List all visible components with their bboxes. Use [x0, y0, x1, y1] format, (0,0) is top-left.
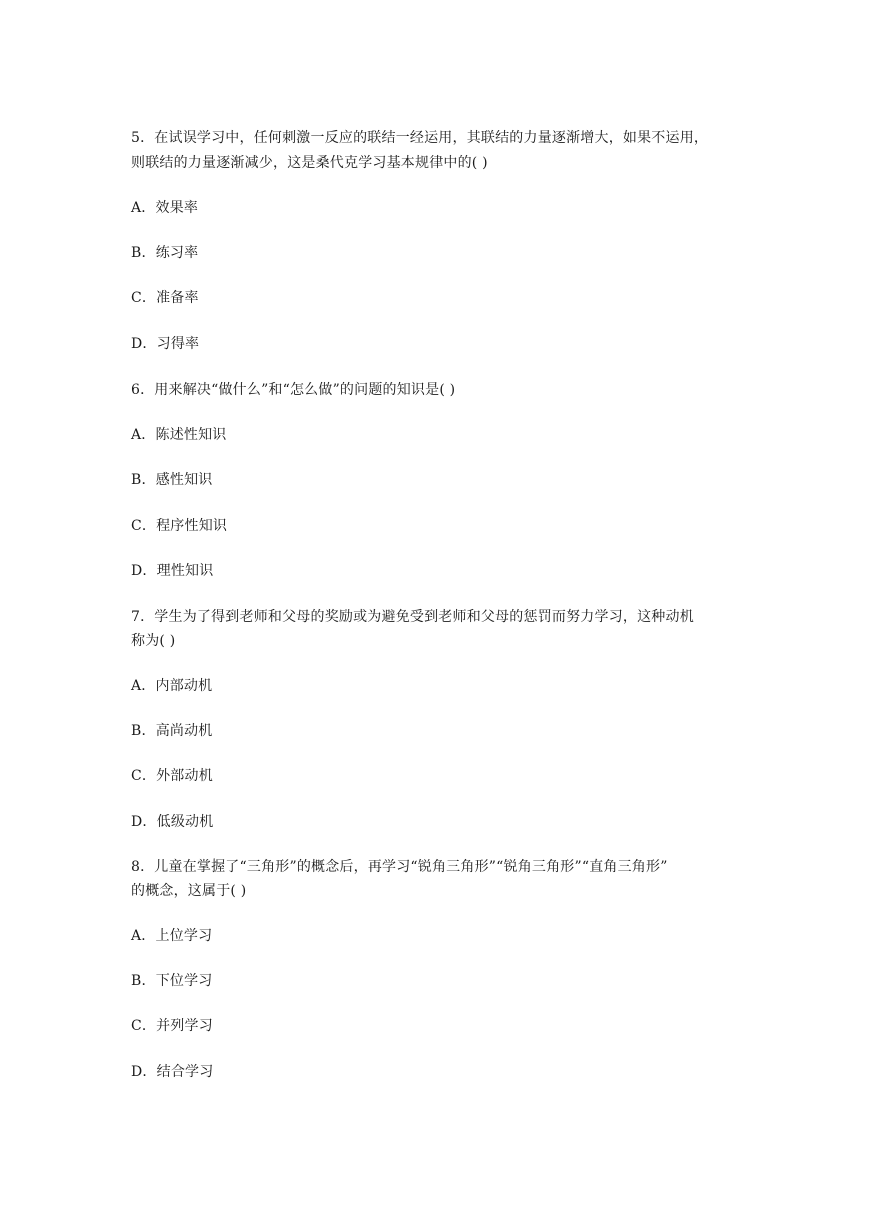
question-6-stem-line-1: 6．用来解决“做什么”和“怎么做”的问题的知识是( ): [131, 382, 456, 398]
question-5-option-c: C．准备率: [131, 290, 199, 306]
question-8-option-c: C．并列学习: [131, 1018, 213, 1034]
question-6-option-a: A．陈述性知识: [131, 427, 227, 443]
question-6-option-c: C．程序性知识: [131, 518, 228, 534]
question-8-option-b: B．下位学习: [131, 973, 213, 989]
question-7-option-a: A．内部动机: [131, 678, 213, 694]
question-5-stem-line-1: 5．在试误学习中，任何刺激一反应的联结一经运用，其联结的力量逐渐增大，如果不运用，: [131, 130, 709, 146]
question-5-stem-line-2: 则联结的力量逐渐减少，这是桑代克学习基本规律中的( ): [131, 155, 488, 171]
question-7-option-b: B．高尚动机: [131, 723, 213, 739]
question-6-option-d: D．理性知识: [131, 563, 214, 579]
question-7-option-d: D．低级动机: [131, 814, 214, 830]
question-5-option-b: B．练习率: [131, 245, 199, 261]
question-7-option-c: C．外部动机: [131, 768, 213, 784]
question-8-stem-line-1: 8．儿童在掌握了“三角形”的概念后，再学习“锐角三角形”“锐角三角形”“直角三角形”: [131, 859, 668, 875]
question-8-option-a: A．上位学习: [131, 928, 213, 944]
question-8-option-d: D．结合学习: [131, 1064, 214, 1080]
question-7-stem-line-1: 7．学生为了得到老师和父母的奖励或为避免受到老师和父母的惩罚而努力学习，这种动机: [131, 609, 694, 625]
question-5-option-d: D．习得率: [131, 336, 200, 352]
question-7-stem-line-2: 称为( ): [131, 633, 176, 649]
question-5-option-a: A．效果率: [131, 200, 199, 216]
question-8-stem-line-2: 的概念，这属于( ): [131, 883, 247, 899]
question-6-option-b: B．感性知识: [131, 472, 213, 488]
